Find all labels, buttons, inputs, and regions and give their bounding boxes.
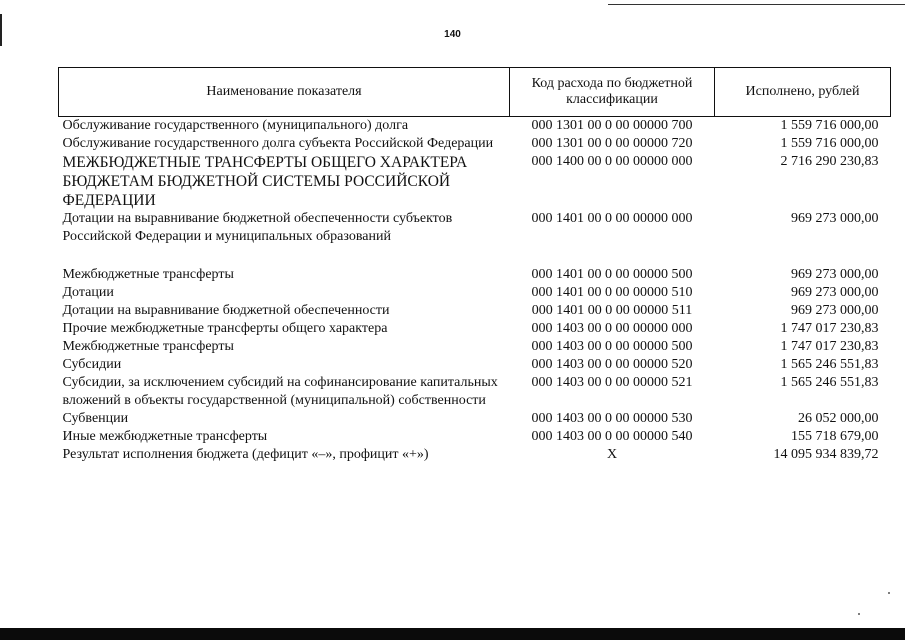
table-row bbox=[59, 374, 891, 410]
row-code: 000 1400 00 0 00 00000 000 bbox=[531, 154, 693, 169]
table-row bbox=[59, 428, 891, 446]
row-code: 000 1301 00 0 00 00000 720 bbox=[531, 136, 693, 151]
row-code: 000 1403 00 0 00 00000 000 bbox=[531, 321, 693, 336]
row-amount: 26 052 000,00 bbox=[798, 411, 879, 426]
row-amount: 155 718 679,00 bbox=[791, 429, 879, 444]
row-code: 000 1403 00 0 00 00000 520 bbox=[531, 357, 693, 372]
row-name: Прочие межбюджетные трансферты общего характера bbox=[62, 321, 388, 336]
page-number: 140 bbox=[444, 29, 461, 40]
row-name: Субсидии bbox=[62, 357, 122, 372]
row-amount: 1 565 246 551,83 bbox=[780, 357, 879, 372]
header-code: Код расхода по бюджетной классификации bbox=[510, 68, 715, 117]
row-name: Обслуживание государственного (муниципального) долга bbox=[62, 118, 409, 133]
row-amount: 969 273 000,00 bbox=[791, 303, 879, 318]
row-amount: 1 559 716 000,00 bbox=[780, 136, 879, 151]
table-row bbox=[59, 410, 891, 428]
table-row bbox=[59, 338, 891, 356]
row-amount: 969 273 000,00 bbox=[791, 285, 879, 300]
scan-edge-bottom bbox=[0, 628, 905, 640]
scan-edge-top bbox=[608, 4, 905, 5]
row-name: Субсидии, за исключением субсидий на софинансирование капитальных вложений в объекты государственной (муниципальной) собственности bbox=[62, 375, 498, 408]
row-code: 000 1401 00 0 00 00000 511 bbox=[531, 303, 693, 318]
row-code: 000 1401 00 0 00 00000 510 bbox=[531, 285, 693, 300]
row-amount: 969 273 000,00 bbox=[791, 211, 879, 226]
row-name: Межбюджетные трансферты bbox=[62, 267, 234, 282]
row-name: Межбюджетные трансферты bbox=[62, 339, 234, 354]
row-name: Результат исполнения бюджета (дефицит «–», профицит «+») bbox=[62, 447, 429, 462]
table-row bbox=[59, 117, 891, 136]
table-row-section bbox=[59, 153, 891, 210]
table-header-row bbox=[59, 68, 891, 117]
row-name: Субвенции bbox=[62, 411, 129, 426]
row-code: X bbox=[606, 447, 618, 462]
row-code: 000 1403 00 0 00 00000 540 bbox=[531, 429, 693, 444]
budget-table bbox=[58, 67, 891, 464]
row-name: Обслуживание государственного долга субъекта Российской Федерации bbox=[62, 136, 494, 151]
table-row-result bbox=[59, 446, 891, 464]
row-code: 000 1401 00 0 00 00000 000 bbox=[531, 211, 693, 226]
row-code: 000 1301 00 0 00 00000 700 bbox=[531, 118, 693, 133]
table-row bbox=[59, 210, 891, 246]
scan-speck bbox=[858, 613, 860, 615]
row-name: МЕЖБЮДЖЕТНЫЕ ТРАНСФЕРТЫ ОБЩЕГО ХАРАКТЕРА БЮДЖЕТАМ БЮДЖЕТНОЙ СИСТЕМЫ РОССИЙСКОЙ ФЕДЕРАЦИИ bbox=[62, 154, 468, 209]
table-row bbox=[59, 284, 891, 302]
scan-speck bbox=[888, 592, 890, 594]
table-row bbox=[59, 356, 891, 374]
table-spacer-row bbox=[59, 246, 891, 266]
row-amount: 1 747 017 230,83 bbox=[780, 339, 879, 354]
row-code: 000 1403 00 0 00 00000 530 bbox=[531, 411, 693, 426]
table-row bbox=[59, 320, 891, 338]
row-amount: 1 747 017 230,83 bbox=[780, 321, 879, 336]
table-row bbox=[59, 135, 891, 153]
row-code: 000 1403 00 0 00 00000 500 bbox=[531, 339, 693, 354]
row-amount: 1 559 716 000,00 bbox=[780, 118, 879, 133]
table-row bbox=[59, 302, 891, 320]
header-name: Наименование показателя bbox=[59, 68, 510, 117]
row-amount: 1 565 246 551,83 bbox=[780, 375, 879, 390]
row-code: 000 1401 00 0 00 00000 500 bbox=[531, 267, 693, 282]
row-name: Иные межбюджетные трансферты bbox=[62, 429, 268, 444]
table-row bbox=[59, 266, 891, 284]
row-amount: 14 095 934 839,72 bbox=[773, 447, 879, 462]
row-name: Дотации bbox=[62, 285, 114, 300]
header-amount: Исполнено, рублей bbox=[715, 68, 891, 117]
row-code: 000 1403 00 0 00 00000 521 bbox=[531, 375, 693, 390]
row-amount: 969 273 000,00 bbox=[791, 267, 879, 282]
row-name: Дотации на выравнивание бюджетной обеспеченности bbox=[62, 303, 390, 318]
row-amount: 2 716 290 230,83 bbox=[780, 154, 879, 169]
row-name: Дотации на выравнивание бюджетной обеспеченности субъектов Российской Федерации и муниципальных образований bbox=[62, 211, 453, 244]
